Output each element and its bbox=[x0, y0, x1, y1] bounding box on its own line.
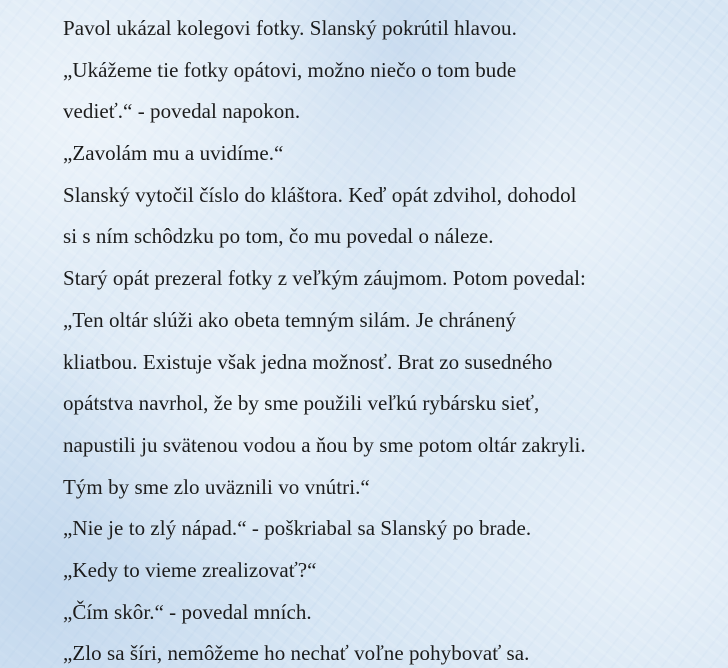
text-line: kliatbou. Existuje však jedna možnosť. Brat zo susedného bbox=[63, 349, 553, 374]
text-line: si s ním schôdzku po tom, čo mu povedal o náleze. bbox=[63, 224, 494, 249]
text-line: „Ukážeme tie fotky opátovi, možno niečo o tom bude bbox=[63, 57, 517, 82]
text-line: Tým by sme zlo uväznili vo vnútri.“ bbox=[63, 474, 370, 499]
text-line: Starý opát prezeral fotky z veľkým záujmom. Potom povedal: bbox=[63, 266, 586, 291]
document-text bbox=[63, 8, 703, 668]
text-line: „Kedy to vieme zrealizovať?“ bbox=[63, 557, 317, 582]
text-line: „Ten oltár slúži ako obeta temným silám. Je chránený bbox=[63, 307, 517, 332]
text-line: „Čím skôr.“ - povedal mních. bbox=[63, 599, 312, 624]
text-line: Pavol ukázal kolegovi fotky. Slanský pokrútil hlavou. bbox=[63, 16, 517, 40]
text-line: „Zlo sa šíri, nemôžeme ho nechať voľne pohybovať sa. bbox=[63, 641, 530, 666]
text-line: Slanský vytočil číslo do kláštora. Keď opát zdvihol, dohodol bbox=[63, 182, 577, 207]
text-line: „Nie je to zlý nápad.“ - poškriabal sa Slanský po brade. bbox=[63, 516, 532, 541]
text-line: vedieť.“ - povedal napokon. bbox=[63, 99, 301, 124]
text-line: napustili ju svätenou vodou a ňou by sme potom oltár zakryli. bbox=[63, 432, 586, 457]
text-line: „Zavolám mu a uvidíme.“ bbox=[63, 141, 284, 166]
text-line: opátstva navrhol, že by sme použili veľkú rybársku sieť, bbox=[63, 391, 540, 416]
